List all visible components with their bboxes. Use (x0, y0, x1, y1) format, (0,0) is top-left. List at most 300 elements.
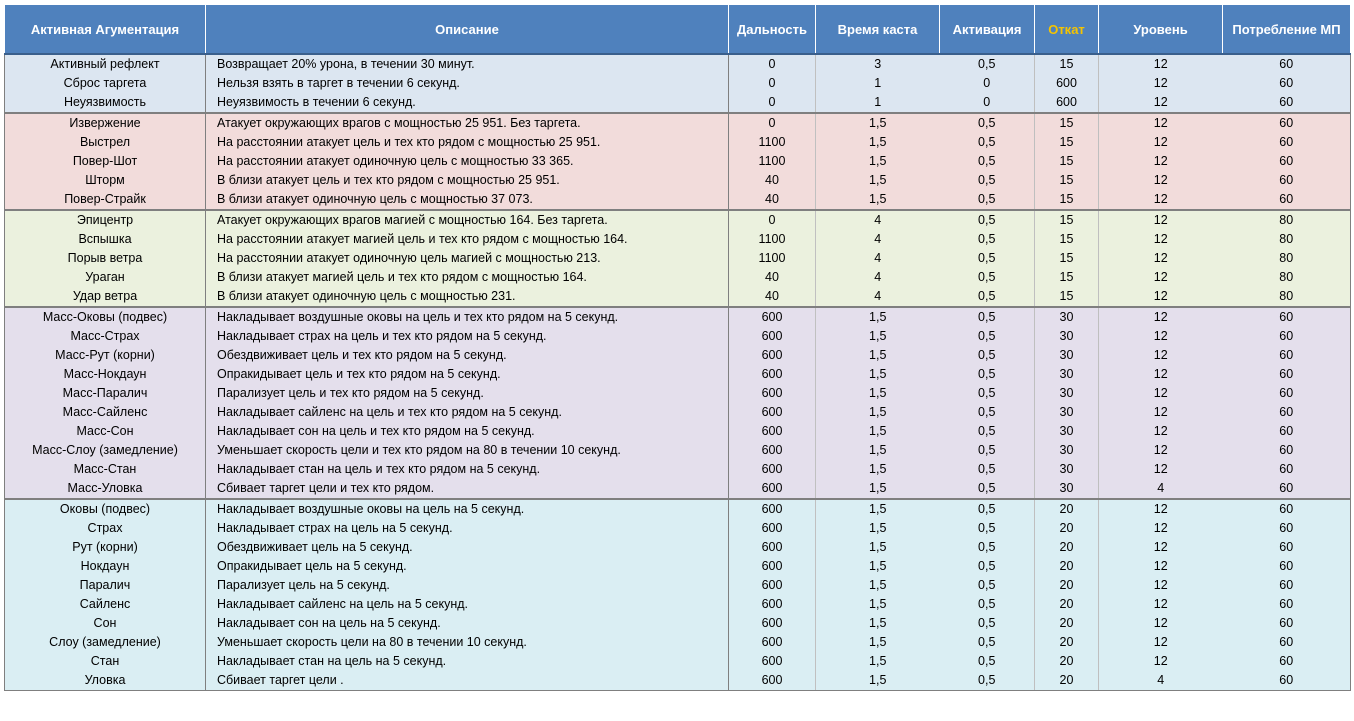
cell-range[interactable]: 600 (729, 519, 816, 538)
cell-description[interactable]: Атакует окружающих врагов магией с мощностью 164. Без таргета. (206, 210, 729, 230)
cell-activation[interactable]: 0,5 (940, 113, 1035, 133)
cell-skill-name[interactable]: Масс-Сайленс (5, 403, 206, 422)
cell-activation[interactable]: 0,5 (940, 54, 1035, 74)
table-row (5, 327, 1351, 346)
cell-skill-name[interactable]: Сайленс (5, 595, 206, 614)
cell-skill-name[interactable]: Масс-Паралич (5, 384, 206, 403)
cell-mp-cost[interactable]: 60 (1223, 346, 1351, 365)
cell-level[interactable]: 12 (1099, 327, 1223, 346)
cell-cooldown[interactable]: 15 (1035, 113, 1099, 133)
cell-level[interactable]: 12 (1099, 652, 1223, 671)
cell-cast-time[interactable]: 1,5 (816, 614, 940, 633)
cell-activation[interactable]: 0,5 (940, 441, 1035, 460)
cell-level[interactable]: 12 (1099, 384, 1223, 403)
cell-skill-name[interactable]: Порыв ветра (5, 249, 206, 268)
cell-cast-time[interactable]: 1,5 (816, 113, 940, 133)
table-row (5, 557, 1351, 576)
cell-description[interactable]: На расстоянии атакует цель и тех кто рядом с мощностью 25 951. (206, 133, 729, 152)
cell-level[interactable]: 12 (1099, 346, 1223, 365)
cell-activation[interactable]: 0,5 (940, 346, 1035, 365)
table-row (5, 460, 1351, 479)
cell-level[interactable]: 12 (1099, 365, 1223, 384)
table-row (5, 54, 1351, 74)
cell-cooldown[interactable]: 20 (1035, 499, 1099, 519)
table-row (5, 152, 1351, 171)
cell-activation[interactable]: 0,5 (940, 190, 1035, 210)
cell-skill-name[interactable]: Масс-Сон (5, 422, 206, 441)
cell-range[interactable]: 0 (729, 54, 816, 74)
table-row (5, 576, 1351, 595)
cell-cooldown[interactable]: 30 (1035, 460, 1099, 479)
cell-level[interactable]: 12 (1099, 287, 1223, 307)
cell-cast-time[interactable]: 1,5 (816, 519, 940, 538)
cell-cooldown[interactable]: 15 (1035, 171, 1099, 190)
cell-cooldown[interactable]: 30 (1035, 365, 1099, 384)
cell-mp-cost[interactable]: 60 (1223, 422, 1351, 441)
cell-range[interactable]: 600 (729, 441, 816, 460)
cell-level[interactable]: 12 (1099, 133, 1223, 152)
cell-skill-name[interactable]: Сон (5, 614, 206, 633)
cell-cooldown[interactable]: 15 (1035, 249, 1099, 268)
cell-skill-name[interactable]: Масс-Страх (5, 327, 206, 346)
cell-level[interactable]: 12 (1099, 307, 1223, 327)
cell-level[interactable]: 12 (1099, 614, 1223, 633)
cell-activation[interactable]: 0,5 (940, 557, 1035, 576)
cell-skill-name[interactable]: Вспышка (5, 230, 206, 249)
cell-range[interactable]: 600 (729, 307, 816, 327)
cell-level[interactable]: 4 (1099, 671, 1223, 691)
cell-mp-cost[interactable]: 80 (1223, 249, 1351, 268)
cell-range[interactable]: 600 (729, 479, 816, 499)
cell-cast-time[interactable]: 1,5 (816, 365, 940, 384)
cell-activation[interactable]: 0,5 (940, 307, 1035, 327)
cell-cooldown[interactable]: 20 (1035, 652, 1099, 671)
cell-range[interactable]: 600 (729, 538, 816, 557)
header-cast-time[interactable]: Время каста (816, 5, 940, 55)
cell-skill-name[interactable]: Ураган (5, 268, 206, 287)
header-skill-name[interactable]: Активная Агументация (5, 5, 206, 55)
cell-mp-cost[interactable]: 60 (1223, 365, 1351, 384)
cell-description[interactable]: Накладывает воздушные оковы на цель на 5 секунд. (206, 499, 729, 519)
cell-level[interactable]: 12 (1099, 268, 1223, 287)
cell-skill-name[interactable]: Масс-Стан (5, 460, 206, 479)
cell-level[interactable]: 12 (1099, 113, 1223, 133)
cell-cast-time[interactable]: 4 (816, 249, 940, 268)
cell-activation[interactable]: 0,5 (940, 422, 1035, 441)
cell-skill-name[interactable]: Рут (корни) (5, 538, 206, 557)
cell-cooldown[interactable]: 15 (1035, 190, 1099, 210)
cell-mp-cost[interactable]: 60 (1223, 499, 1351, 519)
cell-activation[interactable]: 0,5 (940, 249, 1035, 268)
header-level[interactable]: Уровень (1099, 5, 1223, 55)
cell-range[interactable]: 600 (729, 346, 816, 365)
cell-range[interactable]: 0 (729, 113, 816, 133)
cell-description[interactable]: Накладывает страх на цель на 5 секунд. (206, 519, 729, 538)
cell-skill-name[interactable]: Активный рефлект (5, 54, 206, 74)
cell-cast-time[interactable]: 1 (816, 74, 940, 93)
cell-mp-cost[interactable]: 60 (1223, 403, 1351, 422)
cell-activation[interactable]: 0,5 (940, 230, 1035, 249)
cell-mp-cost[interactable]: 80 (1223, 287, 1351, 307)
cell-cast-time[interactable]: 4 (816, 268, 940, 287)
table-row (5, 671, 1351, 691)
cell-mp-cost[interactable]: 60 (1223, 479, 1351, 499)
cell-cast-time[interactable]: 1,5 (816, 633, 940, 652)
header-activation[interactable]: Активация (940, 5, 1035, 55)
cell-range[interactable]: 40 (729, 171, 816, 190)
cell-mp-cost[interactable]: 60 (1223, 93, 1351, 113)
table-row (5, 190, 1351, 210)
cell-cooldown[interactable]: 20 (1035, 595, 1099, 614)
cell-range[interactable]: 40 (729, 190, 816, 210)
table-row (5, 595, 1351, 614)
cell-range[interactable]: 600 (729, 614, 816, 633)
cell-cooldown[interactable]: 600 (1035, 93, 1099, 113)
cell-level[interactable]: 12 (1099, 210, 1223, 230)
cell-level[interactable]: 12 (1099, 538, 1223, 557)
cell-activation[interactable]: 0,5 (940, 133, 1035, 152)
cell-description[interactable]: Уменьшает скорость цели и тех кто рядом на 80 в течении 10 секунд. (206, 441, 729, 460)
cell-cast-time[interactable]: 1,5 (816, 422, 940, 441)
cell-skill-name[interactable]: Выстрел (5, 133, 206, 152)
cell-level[interactable]: 12 (1099, 557, 1223, 576)
cell-mp-cost[interactable]: 60 (1223, 614, 1351, 633)
cell-cooldown[interactable]: 30 (1035, 403, 1099, 422)
cell-range[interactable]: 600 (729, 595, 816, 614)
cell-skill-name[interactable]: Повер-Шот (5, 152, 206, 171)
cell-mp-cost[interactable]: 60 (1223, 113, 1351, 133)
cell-range[interactable]: 600 (729, 652, 816, 671)
cell-description[interactable]: Накладывает страх на цель и тех кто рядом на 5 секунд. (206, 327, 729, 346)
cell-mp-cost[interactable]: 60 (1223, 441, 1351, 460)
cell-range[interactable]: 600 (729, 671, 816, 691)
cell-description[interactable]: На расстоянии атакует одиночную цель с мощностью 33 365. (206, 152, 729, 171)
cell-description[interactable]: В близи атакует цель и тех кто рядом с мощностью 25 951. (206, 171, 729, 190)
cell-cast-time[interactable]: 4 (816, 210, 940, 230)
cell-skill-name[interactable]: Страх (5, 519, 206, 538)
cell-cooldown[interactable]: 30 (1035, 346, 1099, 365)
cell-description[interactable]: Уменьшает скорость цели на 80 в течении 10 секунд. (206, 633, 729, 652)
cell-mp-cost[interactable]: 60 (1223, 152, 1351, 171)
cell-activation[interactable]: 0,5 (940, 576, 1035, 595)
cell-skill-name[interactable]: Извержение (5, 113, 206, 133)
cell-cast-time[interactable]: 1,5 (816, 190, 940, 210)
cell-cast-time[interactable]: 1,5 (816, 133, 940, 152)
cell-cast-time[interactable]: 1,5 (816, 499, 940, 519)
cell-cast-time[interactable]: 4 (816, 287, 940, 307)
cell-level[interactable]: 12 (1099, 422, 1223, 441)
table-row (5, 113, 1351, 133)
cell-range[interactable]: 1100 (729, 152, 816, 171)
table-row (5, 287, 1351, 307)
cell-activation[interactable]: 0,5 (940, 652, 1035, 671)
cell-description[interactable]: Накладывает стан на цель и тех кто рядом на 5 секунд. (206, 460, 729, 479)
table-row (5, 441, 1351, 460)
cell-range[interactable]: 600 (729, 422, 816, 441)
cell-description[interactable]: Обездвиживает цель и тех кто рядом на 5 секунд. (206, 346, 729, 365)
cell-description[interactable]: Неуязвимость в течении 6 секунд. (206, 93, 729, 113)
cell-activation[interactable]: 0,5 (940, 671, 1035, 691)
cell-description[interactable]: Парализует цель на 5 секунд. (206, 576, 729, 595)
cell-description[interactable]: Накладывает сон на цель и тех кто рядом на 5 секунд. (206, 422, 729, 441)
cell-activation[interactable]: 0,5 (940, 268, 1035, 287)
cell-description[interactable]: Парализует цель и тех кто рядом на 5 секунд. (206, 384, 729, 403)
table-row (5, 479, 1351, 499)
cell-mp-cost[interactable]: 60 (1223, 595, 1351, 614)
cell-cooldown[interactable]: 20 (1035, 633, 1099, 652)
cell-mp-cost[interactable]: 60 (1223, 74, 1351, 93)
cell-skill-name[interactable]: Шторм (5, 171, 206, 190)
cell-cooldown[interactable]: 30 (1035, 327, 1099, 346)
cell-skill-name[interactable]: Паралич (5, 576, 206, 595)
cell-cast-time[interactable]: 4 (816, 230, 940, 249)
cell-activation[interactable]: 0,5 (940, 384, 1035, 403)
cell-mp-cost[interactable]: 60 (1223, 671, 1351, 691)
cell-mp-cost[interactable]: 60 (1223, 519, 1351, 538)
cell-cooldown[interactable]: 30 (1035, 307, 1099, 327)
cell-range[interactable]: 1100 (729, 133, 816, 152)
cell-cooldown[interactable]: 15 (1035, 268, 1099, 287)
cell-activation[interactable]: 0 (940, 93, 1035, 113)
cell-level[interactable]: 12 (1099, 190, 1223, 210)
cell-cast-time[interactable]: 1,5 (816, 327, 940, 346)
cell-skill-name[interactable]: Масс-Уловка (5, 479, 206, 499)
cell-mp-cost[interactable]: 60 (1223, 307, 1351, 327)
cell-activation[interactable]: 0,5 (940, 595, 1035, 614)
table-row (5, 365, 1351, 384)
cell-range[interactable]: 1100 (729, 249, 816, 268)
cell-level[interactable]: 12 (1099, 54, 1223, 74)
cell-cooldown[interactable]: 15 (1035, 230, 1099, 249)
cell-cooldown[interactable]: 15 (1035, 210, 1099, 230)
cell-cast-time[interactable]: 1,5 (816, 384, 940, 403)
cell-cast-time[interactable]: 1,5 (816, 671, 940, 691)
cell-level[interactable]: 12 (1099, 633, 1223, 652)
table-row (5, 210, 1351, 230)
cell-description[interactable]: Атакует окружающих врагов с мощностью 25 951. Без таргета. (206, 113, 729, 133)
table-row (5, 614, 1351, 633)
cell-cooldown[interactable]: 20 (1035, 576, 1099, 595)
cell-description[interactable]: Накладывает воздушные оковы на цель и тех кто рядом на 5 секунд. (206, 307, 729, 327)
cell-level[interactable]: 12 (1099, 74, 1223, 93)
cell-mp-cost[interactable]: 60 (1223, 633, 1351, 652)
cell-cooldown[interactable]: 20 (1035, 614, 1099, 633)
cell-range[interactable]: 600 (729, 499, 816, 519)
cell-cast-time[interactable]: 1,5 (816, 403, 940, 422)
cell-level[interactable]: 12 (1099, 595, 1223, 614)
table-row (5, 230, 1351, 249)
cell-description[interactable]: Нельзя взять в таргет в течении 6 секунд. (206, 74, 729, 93)
cell-range[interactable]: 600 (729, 460, 816, 479)
cell-level[interactable]: 12 (1099, 519, 1223, 538)
cell-skill-name[interactable]: Масс-Рут (корни) (5, 346, 206, 365)
cell-mp-cost[interactable]: 60 (1223, 384, 1351, 403)
cell-skill-name[interactable]: Неуязвимость (5, 93, 206, 113)
cell-description[interactable]: Накладывает сон на цель на 5 секунд. (206, 614, 729, 633)
cell-cooldown[interactable]: 30 (1035, 422, 1099, 441)
cell-skill-name[interactable]: Стан (5, 652, 206, 671)
cell-cast-time[interactable]: 1,5 (816, 346, 940, 365)
cell-skill-name[interactable]: Слоу (замедление) (5, 633, 206, 652)
cell-mp-cost[interactable]: 60 (1223, 576, 1351, 595)
cell-level[interactable]: 12 (1099, 93, 1223, 113)
cell-mp-cost[interactable]: 60 (1223, 54, 1351, 74)
cell-cooldown[interactable]: 15 (1035, 133, 1099, 152)
cell-cooldown[interactable]: 20 (1035, 519, 1099, 538)
cell-cast-time[interactable]: 1,5 (816, 152, 940, 171)
cell-description[interactable]: Накладывает сайленс на цель на 5 секунд. (206, 595, 729, 614)
cell-level[interactable]: 12 (1099, 576, 1223, 595)
cell-cooldown[interactable]: 20 (1035, 538, 1099, 557)
cell-mp-cost[interactable]: 80 (1223, 230, 1351, 249)
skills-table (4, 4, 1351, 691)
cell-cast-time[interactable]: 1,5 (816, 576, 940, 595)
table-row (5, 268, 1351, 287)
cell-range[interactable]: 0 (729, 210, 816, 230)
cell-description[interactable]: В близи атакует одиночную цель с мощностью 37 073. (206, 190, 729, 210)
cell-range[interactable]: 600 (729, 327, 816, 346)
table-row (5, 499, 1351, 519)
cell-skill-name[interactable]: Масс-Оковы (подвес) (5, 307, 206, 327)
cell-cooldown[interactable]: 20 (1035, 671, 1099, 691)
cell-description[interactable]: Опракидывает цель на 5 секунд. (206, 557, 729, 576)
cell-range[interactable]: 40 (729, 268, 816, 287)
cell-skill-name[interactable]: Удар ветра (5, 287, 206, 307)
cell-cast-time[interactable]: 1,5 (816, 538, 940, 557)
cell-level[interactable]: 4 (1099, 479, 1223, 499)
cell-range[interactable]: 600 (729, 633, 816, 652)
cell-range[interactable]: 600 (729, 557, 816, 576)
cell-cooldown[interactable]: 15 (1035, 54, 1099, 74)
cell-description[interactable]: Обездвиживает цель на 5 секунд. (206, 538, 729, 557)
cell-level[interactable]: 12 (1099, 249, 1223, 268)
cell-activation[interactable]: 0,5 (940, 519, 1035, 538)
cell-range[interactable]: 0 (729, 74, 816, 93)
table-row (5, 538, 1351, 557)
cell-cooldown[interactable]: 30 (1035, 384, 1099, 403)
cell-range[interactable]: 600 (729, 403, 816, 422)
cell-cast-time[interactable]: 1,5 (816, 460, 940, 479)
cell-activation[interactable]: 0,5 (940, 499, 1035, 519)
cell-description[interactable]: На расстоянии атакует магией цель и тех кто рядом с мощностью 164. (206, 230, 729, 249)
cell-mp-cost[interactable]: 80 (1223, 268, 1351, 287)
cell-level[interactable]: 12 (1099, 460, 1223, 479)
cell-mp-cost[interactable]: 60 (1223, 460, 1351, 479)
table-row (5, 519, 1351, 538)
cell-activation[interactable]: 0 (940, 74, 1035, 93)
cell-activation[interactable]: 0,5 (940, 327, 1035, 346)
cell-level[interactable]: 12 (1099, 441, 1223, 460)
cell-skill-name[interactable]: Нокдаун (5, 557, 206, 576)
header-cooldown[interactable]: Откат (1035, 5, 1099, 55)
cell-activation[interactable]: 0,5 (940, 633, 1035, 652)
cell-activation[interactable]: 0,5 (940, 152, 1035, 171)
cell-description[interactable]: Сбивает таргет цели и тех кто рядом. (206, 479, 729, 499)
cell-activation[interactable]: 0,5 (940, 614, 1035, 633)
cell-level[interactable]: 12 (1099, 499, 1223, 519)
cell-activation[interactable]: 0,5 (940, 538, 1035, 557)
cell-skill-name[interactable]: Эпицентр (5, 210, 206, 230)
cell-range[interactable]: 0 (729, 93, 816, 113)
cell-mp-cost[interactable]: 60 (1223, 133, 1351, 152)
cell-activation[interactable]: 0,5 (940, 460, 1035, 479)
cell-cooldown[interactable]: 30 (1035, 479, 1099, 499)
cell-mp-cost[interactable]: 60 (1223, 557, 1351, 576)
cell-activation[interactable]: 0,5 (940, 171, 1035, 190)
cell-skill-name[interactable]: Уловка (5, 671, 206, 691)
cell-skill-name[interactable]: Сброс таргета (5, 74, 206, 93)
header-row (5, 5, 1351, 55)
cell-cast-time[interactable]: 1,5 (816, 479, 940, 499)
cell-activation[interactable]: 0,5 (940, 210, 1035, 230)
cell-cooldown[interactable]: 30 (1035, 441, 1099, 460)
cell-range[interactable]: 600 (729, 365, 816, 384)
cell-activation[interactable]: 0,5 (940, 365, 1035, 384)
cell-cast-time[interactable]: 1,5 (816, 441, 940, 460)
cell-description[interactable]: Накладывает стан на цель на 5 секунд. (206, 652, 729, 671)
cell-cast-time[interactable]: 3 (816, 54, 940, 74)
cell-skill-name[interactable]: Оковы (подвес) (5, 499, 206, 519)
cell-range[interactable]: 600 (729, 576, 816, 595)
cell-mp-cost[interactable]: 60 (1223, 171, 1351, 190)
cell-range[interactable]: 1100 (729, 230, 816, 249)
cell-activation[interactable]: 0,5 (940, 479, 1035, 499)
cell-skill-name[interactable]: Масс-Слоу (замедление) (5, 441, 206, 460)
table-row (5, 422, 1351, 441)
cell-description[interactable]: В близи атакует одиночную цель с мощностью 231. (206, 287, 729, 307)
cell-description[interactable]: Сбивает таргет цели . (206, 671, 729, 691)
cell-cooldown[interactable]: 20 (1035, 557, 1099, 576)
cell-cast-time[interactable]: 1,5 (816, 652, 940, 671)
cell-skill-name[interactable]: Масс-Нокдаун (5, 365, 206, 384)
spreadsheet (4, 4, 1354, 691)
cell-activation[interactable]: 0,5 (940, 403, 1035, 422)
cell-level[interactable]: 12 (1099, 403, 1223, 422)
cell-description[interactable]: Возвращает 20% урона, в течении 30 минут. (206, 54, 729, 74)
cell-cast-time[interactable]: 1,5 (816, 557, 940, 576)
cell-range[interactable]: 40 (729, 287, 816, 307)
cell-level[interactable]: 12 (1099, 230, 1223, 249)
cell-cooldown[interactable]: 600 (1035, 74, 1099, 93)
cell-description[interactable]: Накладывает сайленс на цель и тех кто рядом на 5 секунд. (206, 403, 729, 422)
cell-level[interactable]: 12 (1099, 152, 1223, 171)
cell-mp-cost[interactable]: 60 (1223, 190, 1351, 210)
cell-cast-time[interactable]: 1 (816, 93, 940, 113)
table-row (5, 93, 1351, 113)
table-row (5, 74, 1351, 93)
cell-cooldown[interactable]: 15 (1035, 152, 1099, 171)
cell-mp-cost[interactable]: 60 (1223, 652, 1351, 671)
cell-cast-time[interactable]: 1,5 (816, 171, 940, 190)
cell-cast-time[interactable]: 1,5 (816, 595, 940, 614)
cell-cooldown[interactable]: 15 (1035, 287, 1099, 307)
cell-activation[interactable]: 0,5 (940, 287, 1035, 307)
cell-skill-name[interactable]: Повер-Страйк (5, 190, 206, 210)
cell-mp-cost[interactable]: 80 (1223, 210, 1351, 230)
cell-range[interactable]: 600 (729, 384, 816, 403)
header-mp-cost[interactable]: Потребление МП (1223, 5, 1351, 55)
cell-mp-cost[interactable]: 60 (1223, 327, 1351, 346)
header-description[interactable]: Описание (206, 5, 729, 55)
table-row (5, 403, 1351, 422)
cell-description[interactable]: В близи атакует магией цель и тех кто рядом с мощностью 164. (206, 268, 729, 287)
cell-level[interactable]: 12 (1099, 171, 1223, 190)
cell-description[interactable]: На расстоянии атакует одиночную цель магией с мощностью 213. (206, 249, 729, 268)
cell-description[interactable]: Опракидывает цель и тех кто рядом на 5 секунд. (206, 365, 729, 384)
cell-cast-time[interactable]: 1,5 (816, 307, 940, 327)
header-range[interactable]: Дальность (729, 5, 816, 55)
cell-mp-cost[interactable]: 60 (1223, 538, 1351, 557)
